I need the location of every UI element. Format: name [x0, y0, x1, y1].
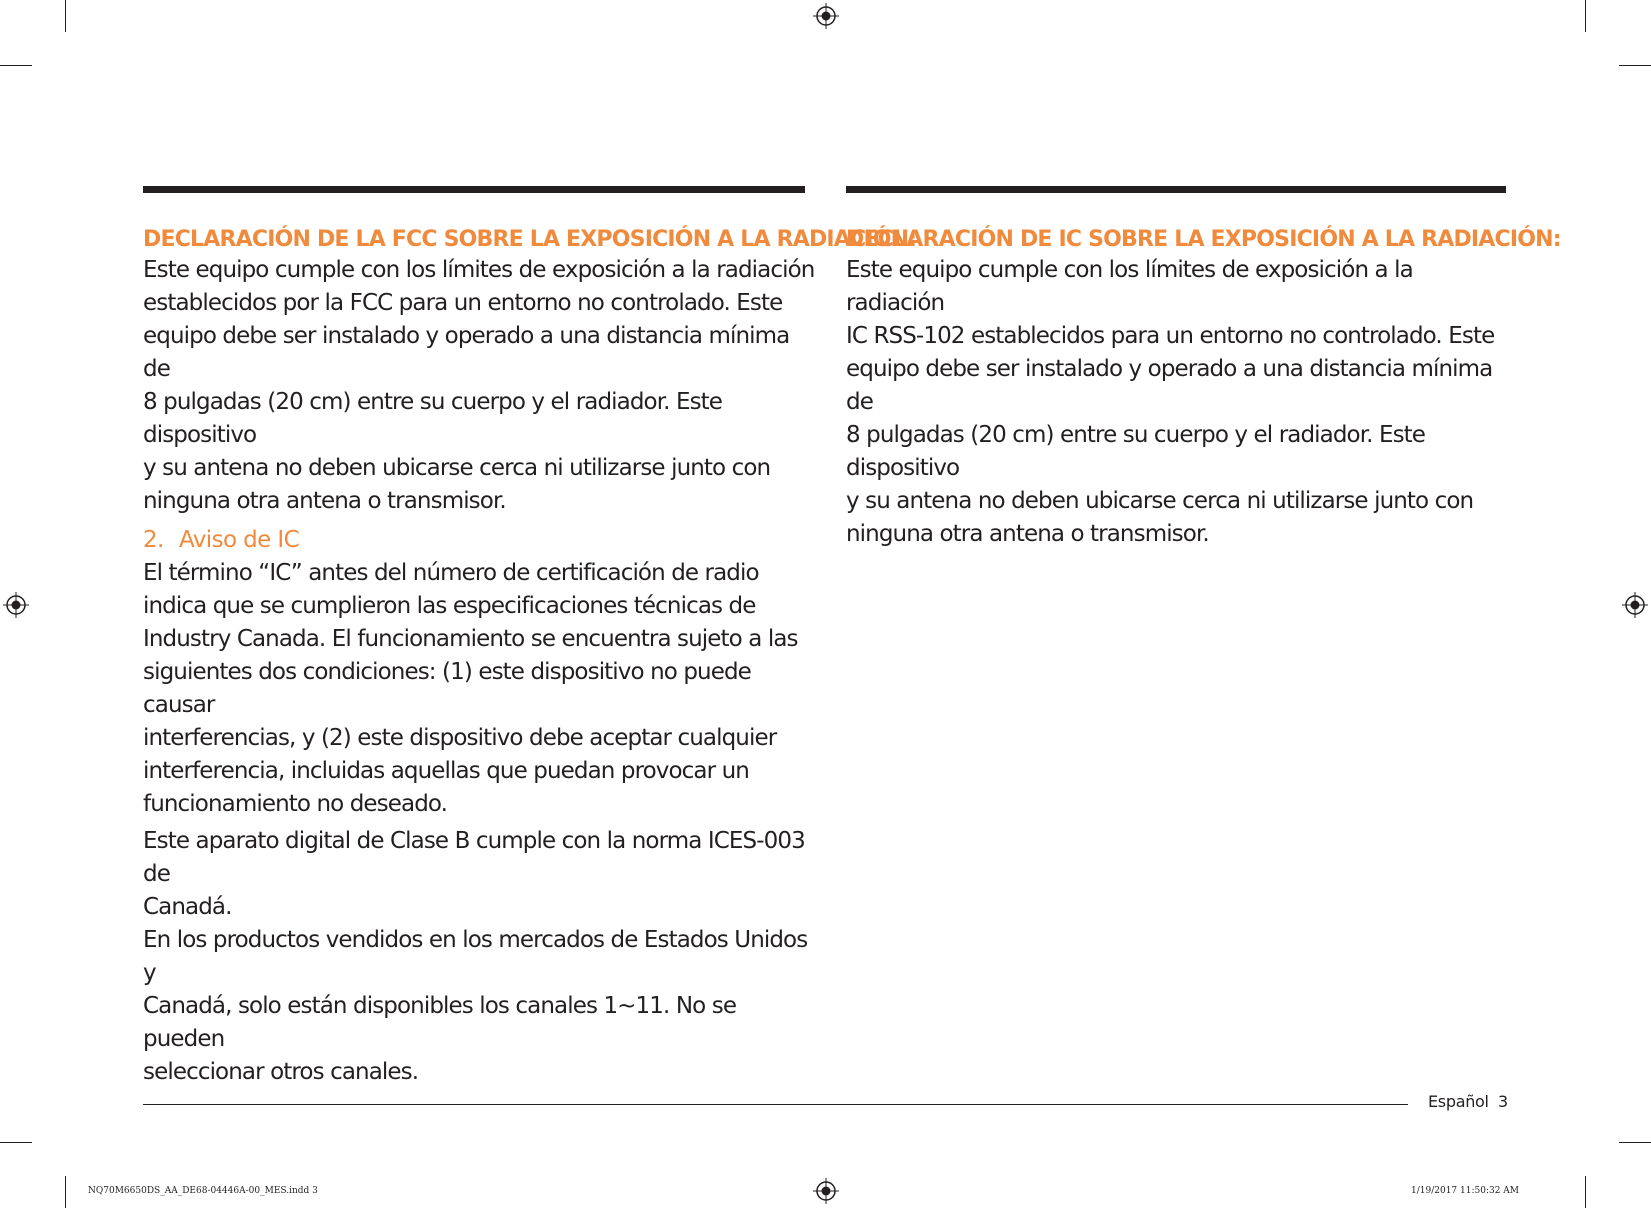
crop-mark — [1619, 65, 1651, 66]
class-b-paragraph: Este aparato digital de Clase B cumple con la norma ICES-003 de Canadá. — [143, 828, 805, 920]
registration-mark-icon — [813, 3, 839, 29]
registration-mark-icon — [1622, 592, 1648, 618]
right-column — [846, 226, 1561, 551]
crop-mark — [1585, 1176, 1586, 1208]
crop-mark — [65, 1176, 66, 1208]
crop-mark — [1585, 0, 1586, 32]
ic-exposure-heading: DECLARACIÓN DE IC SOBRE LA EXPOSICIÓN A LA RADIACIÓN: — [846, 227, 1561, 252]
crop-mark — [0, 1142, 32, 1143]
left-column — [143, 226, 917, 1089]
page-number: 3 — [1498, 1092, 1509, 1111]
crop-mark — [0, 65, 32, 66]
crop-mark — [1619, 1142, 1651, 1143]
right-section-rule — [846, 186, 1506, 193]
channels-paragraph: En los productos vendidos en los mercados de Estados Unidos y Canadá, solo están disponibles los canales 1~11. No se pueden seleccionar otros canales. — [143, 927, 808, 1085]
crop-mark — [65, 0, 66, 32]
print-slug-timestamp: 1/19/2017 11:50:32 AM — [1411, 1186, 1520, 1196]
section-title: Aviso de IC — [179, 527, 300, 553]
fcc-exposure-paragraph: Este equipo cumple con los límites de exposición a la radiación establecidos por la FCC para un entorno no controlado. Este equipo debe ser instalado y operado a una distancia mínima de 8 pulgadas (20 cm) entre su cuerpo y el radiador. Este dispositivo y su antena no deben ubicarse cerca ni utilizarse junto con ninguna otra antena o transmisor. — [143, 257, 815, 514]
registration-mark-icon — [813, 1178, 839, 1204]
footer-rule — [143, 1104, 1408, 1105]
section-number: 2. — [143, 527, 164, 553]
left-section-rule — [143, 186, 805, 193]
registration-mark-icon — [3, 592, 29, 618]
ic-notice-subheading — [143, 524, 815, 557]
fcc-exposure-heading: DECLARACIÓN DE LA FCC SOBRE LA EXPOSICIÓN A LA RADIACIÓN: — [143, 227, 917, 252]
ic-notice-paragraph: El término “IC” antes del número de certificación de radio indica que se cumplieron las especificaciones técnicas de Industry Canada. El funcionamiento se encuentra sujeto a las siguientes dos condiciones: (1) este dispositivo no puede causar interferencias, y (2) este dispositivo debe aceptar cualquier interferencia, incluidas aquellas que puedan provocar un funcionamiento no deseado. — [143, 560, 798, 817]
ic-exposure-paragraph: Este equipo cumple con los límites de exposición a la radiación IC RSS-102 establecidos para un entorno no controlado. Este equipo debe ser instalado y operado a una distancia mínima de 8 pulgadas (20 cm) entre su cuerpo y el radiador. Este dispositivo y su antena no deben ubicarse cerca ni utilizarse junto con ninguna otra antena o transmisor. — [846, 257, 1495, 547]
print-slug-file: NQ70M6650DS_AA_DE68-04446A-00_MES.indd 3 — [88, 1186, 318, 1196]
footer-language: Español — [1428, 1092, 1489, 1111]
